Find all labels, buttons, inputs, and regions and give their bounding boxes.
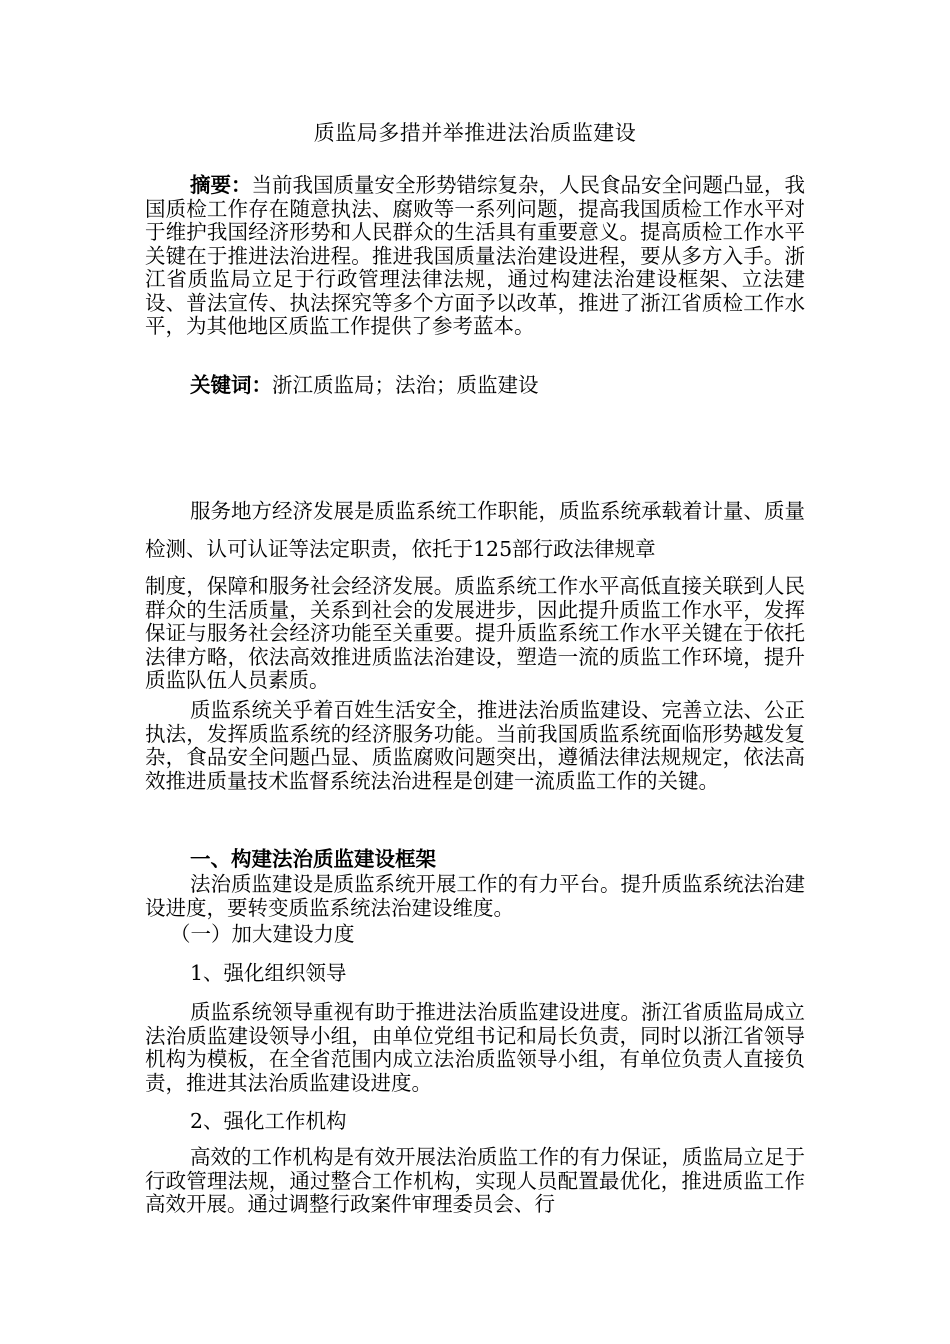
abstract-text: 当前我国质量安全形势错综复杂，人民食品安全问题凸显，我国质检工作存在随意执法、腐败等一系列问题，提高我国质检工作水平对于维护我国经济形势和人民群众的生活具有重要意义。提高质检工作水平关键在于推进法治进程。推进我国质量法治建设进程，要从多方入手。浙江省质监局立足于行政管理法律法规，通过构建法治建设框架、立法建设、普法宣传、执法探究等多个方面予以改革，推进了浙江省质检工作水平，为其他地区质监工作提供了参考蓝本。: [145, 173, 805, 338]
keywords-text: 浙江质监局；法治；质监建设: [272, 373, 539, 397]
item-1-heading: 1、强化组织领导: [190, 961, 347, 985]
item-2-paragraph: 高效的工作机构是有效开展法治质监工作的有力保证，质监局立足于行政管理法规，通过整合工作机构，实现人员配置最优化，推进质监工作高效开展。通过调整行政案件审理委员会、行: [145, 1145, 805, 1216]
subsection-1-heading: （一）加大建设力度: [170, 922, 355, 946]
item-1-paragraph: 质监系统领导重视有助于推进法治质监建设进度。浙江省质监局成立法治质监建设领导小组，由单位党组书记和局长负责，同时以浙江省领导机构为模板，在全省范围内成立法治质监领导小组，有单位负责人直接负责，推进其法治质监建设进度。: [145, 1000, 805, 1095]
item-2-heading: 2、强化工作机构: [190, 1109, 347, 1133]
abstract-paragraph: [145, 174, 805, 339]
section-1-paragraph: 法治质监建设是质监系统开展工作的有力平台。提升质监系统法治建设进度，要转变质监系统法治建设维度。: [145, 872, 805, 920]
body-paragraph-2: 质监系统关乎着百姓生活安全，推进法治质监建设、完善立法、公正执法，发挥质监系统的经济服务功能。当前我国质监系统面临形势越发复杂，食品安全问题凸显、质监腐败问题突出，遵循法律法规规定，依法高效推进质量技术监督系统法治进程是创建一流质监工作的关键。: [145, 698, 805, 793]
keywords-paragraph: [145, 374, 805, 398]
document-title: 质监局多措并举推进法治质监建设: [313, 121, 637, 145]
abstract-label: 摘要：: [190, 173, 252, 197]
keywords-label: 关键词：: [190, 373, 272, 397]
body-paragraph-1-tight: 制度，保障和服务社会经济发展。质监系统工作水平高低直接关联到人民群众的生活质量，关系到社会的发展进步，因此提升质监工作水平，发挥保证与服务社会经济功能至关重要。提升质监系统工作水平关键在于依托法律方略，依法高效推进质监法治建设，塑造一流的质监工作环境，提升质监队伍人员素质。: [145, 574, 805, 692]
body-paragraph-1-loose: 服务地方经济发展是质监系统工作职能，质监系统承载着计量、质量检测、认可认证等法定职责，依托于125部行政法律规章: [145, 499, 805, 561]
section-1-heading: 一、构建法治质监建设框架: [190, 847, 436, 871]
